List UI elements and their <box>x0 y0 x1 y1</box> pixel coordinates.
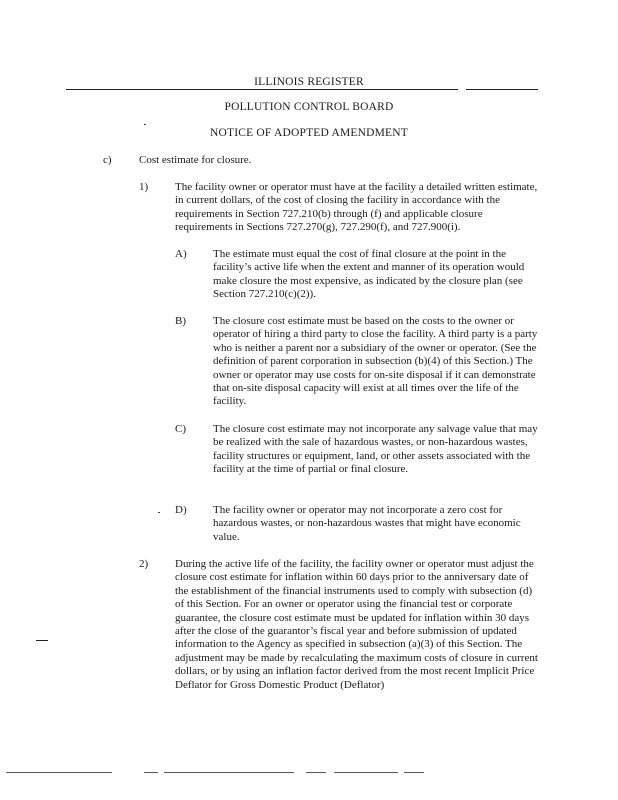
change-bar <box>36 640 48 641</box>
item-2-label: 2) <box>139 558 149 570</box>
register-title: ILLINOIS REGISTER <box>254 76 364 88</box>
item-1C-text: The closure cost estimate may not incorporate any salvage value that may be realized with the sale of hazardous wastes, or non-hazardous wastes, facility structures or equipment, land, or other assets associated with the facility at the time of partial or final closure. <box>213 423 538 476</box>
notice-title: NOTICE OF ADOPTED AMENDMENT <box>209 127 409 139</box>
item-1C-label: C) <box>175 423 186 435</box>
footer-rule-4 <box>306 772 326 773</box>
header-rule-right <box>466 89 538 90</box>
footer-rule-6 <box>404 772 424 773</box>
footer-rule-3 <box>164 772 294 773</box>
item-1D-label: D) <box>175 504 187 516</box>
item-1A-text: The estimate must equal the cost of final closure at the point in the facility’s active life when the extent and manner of its operation would make closure the most expensive, as indicated by the closure plan (see Section 727.210(c)(2)). <box>213 248 525 301</box>
margin-mark <box>144 124 146 125</box>
footer-rule-2 <box>144 772 158 773</box>
section-c-label: c) <box>103 154 112 166</box>
section-c-heading: Cost estimate for closure. <box>139 154 252 166</box>
header-rule-left <box>66 89 458 90</box>
item-1-text: The facility owner or operator must have at the facility a detailed written estimate, in current dollars, of the cost of closing the facility in accordance with the requirements in Section 727.210(b) through (f) and applicable closure requirements in Sections 727.270(g), 727.290(f), and 727.900(i). <box>175 181 538 234</box>
item-1A-label: A) <box>175 248 187 260</box>
item-1B-text: The closure cost estimate must be based on the costs to the owner or operator of hiring a third party to close the facility. A third party is a party who is neither a parent nor a subsidiary of the owner or operator. (See the definition of parent corporation in subsection (b)(4) of this Section.) The owner or operator may use costs for on-site disposal if it can demonstrate that on-site disposal capacity will exist at all times over the life of the facility. <box>213 315 538 408</box>
board-title: POLLUTION CONTROL BOARD <box>224 101 394 113</box>
item-1B-label: B) <box>175 315 186 327</box>
item-2-text: During the active life of the facility, the facility owner or operator must adjust the closure cost estimate for inflation within 60 days prior to the anniversary date of the establishment of the financial instruments used to comply with subsection (d) of this Section. For an owner or operator using the financial test or corporate guarantee, the closure cost estimate must be updated for inflation within 30 days after the close of the guarantor’s fiscal year and before submission of updated information to the Agency as specified in subsection (a)(3) of this Section. The adjustment may be made by recalculating the maximum costs of closure in current dollars, or by using an inflation factor derived from the most recent Implicit Price Deflator for Gross Domestic Product (Deflator) <box>175 558 538 691</box>
margin-mark <box>158 512 160 513</box>
item-1D-text: The facility owner or operator may not incorporate a zero cost for hazardous wastes, or non-hazardous wastes that might have economic value. <box>213 504 521 543</box>
footer-rule-5 <box>334 772 398 773</box>
item-1-label: 1) <box>139 181 149 193</box>
footer-rule-1 <box>6 772 112 773</box>
